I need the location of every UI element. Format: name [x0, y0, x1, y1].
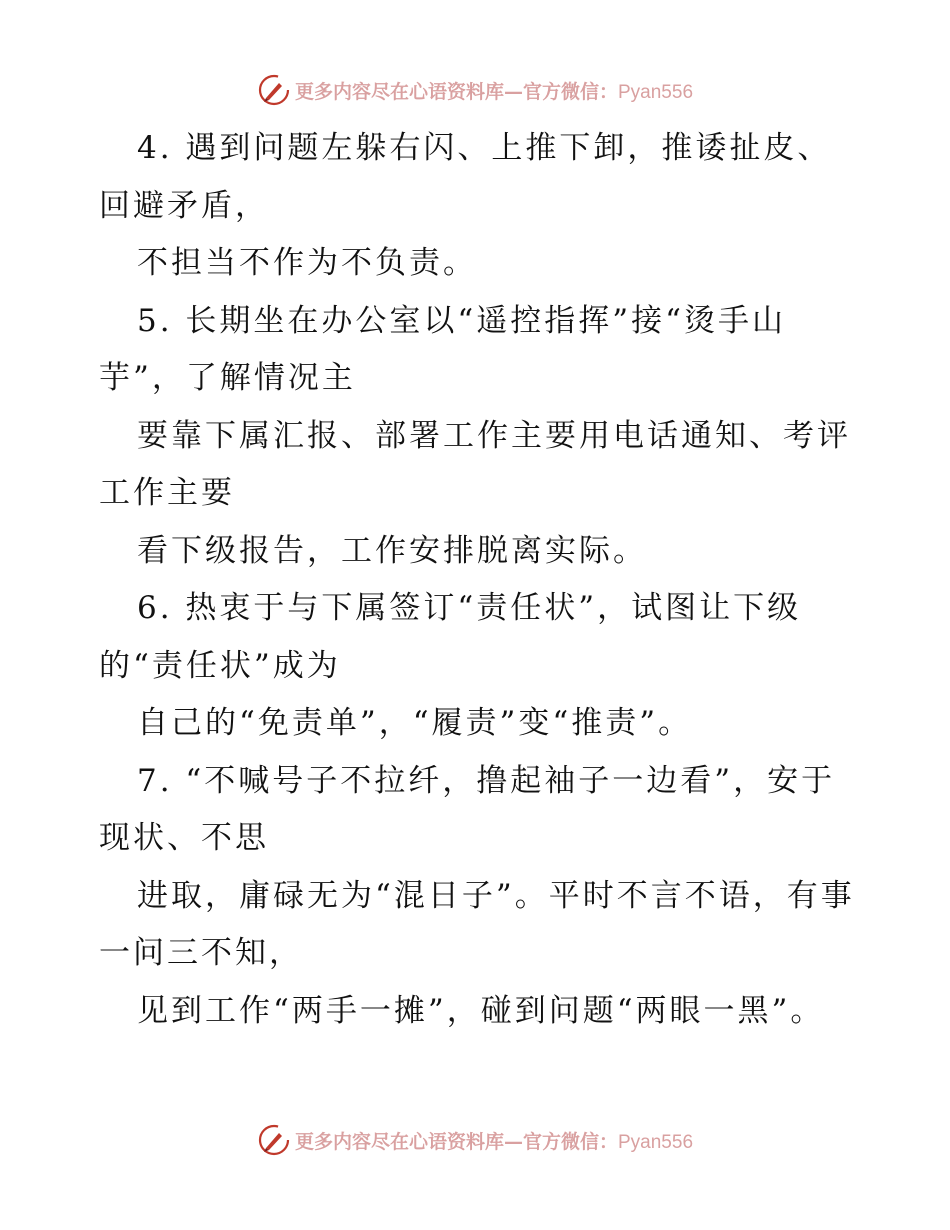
paragraph: 要靠下属汇报、部署工作主要用电话通知、考评工作主要 [99, 417, 851, 511]
watermark-text [295, 77, 693, 104]
paragraph: 7. “不喊号子不拉纤，撸起袖子一边看”，安于现状、不思 [99, 762, 836, 856]
paragraph: 4. 遇到问题左躲右闪、上推下卸，推诿扯皮、回避矛盾， [99, 130, 832, 224]
quill-pen-logo-icon [257, 1123, 291, 1157]
header-watermark [0, 70, 950, 110]
watermark-id: Pyan556 [618, 1131, 694, 1153]
paragraph: 5. 长期坐在办公室以“遥控指挥”接“烫手山芋”，了解情况主 [99, 302, 786, 396]
watermark-label: 更多内容尽在心语资料库—官方微信： [294, 1130, 618, 1153]
paragraph: 看下级报告，工作安排脱离实际。 [137, 532, 647, 569]
paragraph: 6. 热衷于与下属签订“责任状”，试图让下级的“责任状”成为 [99, 590, 802, 684]
paragraph: 进取，庸碌无为“混日子”。平时不言不语，有事一问三不知， [99, 877, 855, 971]
watermark-group [257, 1123, 693, 1157]
footer-watermark [0, 1120, 950, 1160]
watermark-text [295, 1127, 693, 1154]
watermark-group [257, 73, 693, 107]
quill-pen-logo-icon [257, 73, 291, 107]
paragraph: 不担当不作为不负责。 [137, 245, 477, 281]
paragraph: 见到工作“两手一摊”，碰到问题“两眼一黑”。 [137, 992, 825, 1029]
document-body [99, 120, 859, 1040]
paragraph: 自己的“免责单”，“履责”变“推责”。 [137, 705, 693, 741]
watermark-label: 更多内容尽在心语资料库—官方微信： [294, 80, 618, 103]
watermark-id: Pyan556 [618, 81, 694, 103]
